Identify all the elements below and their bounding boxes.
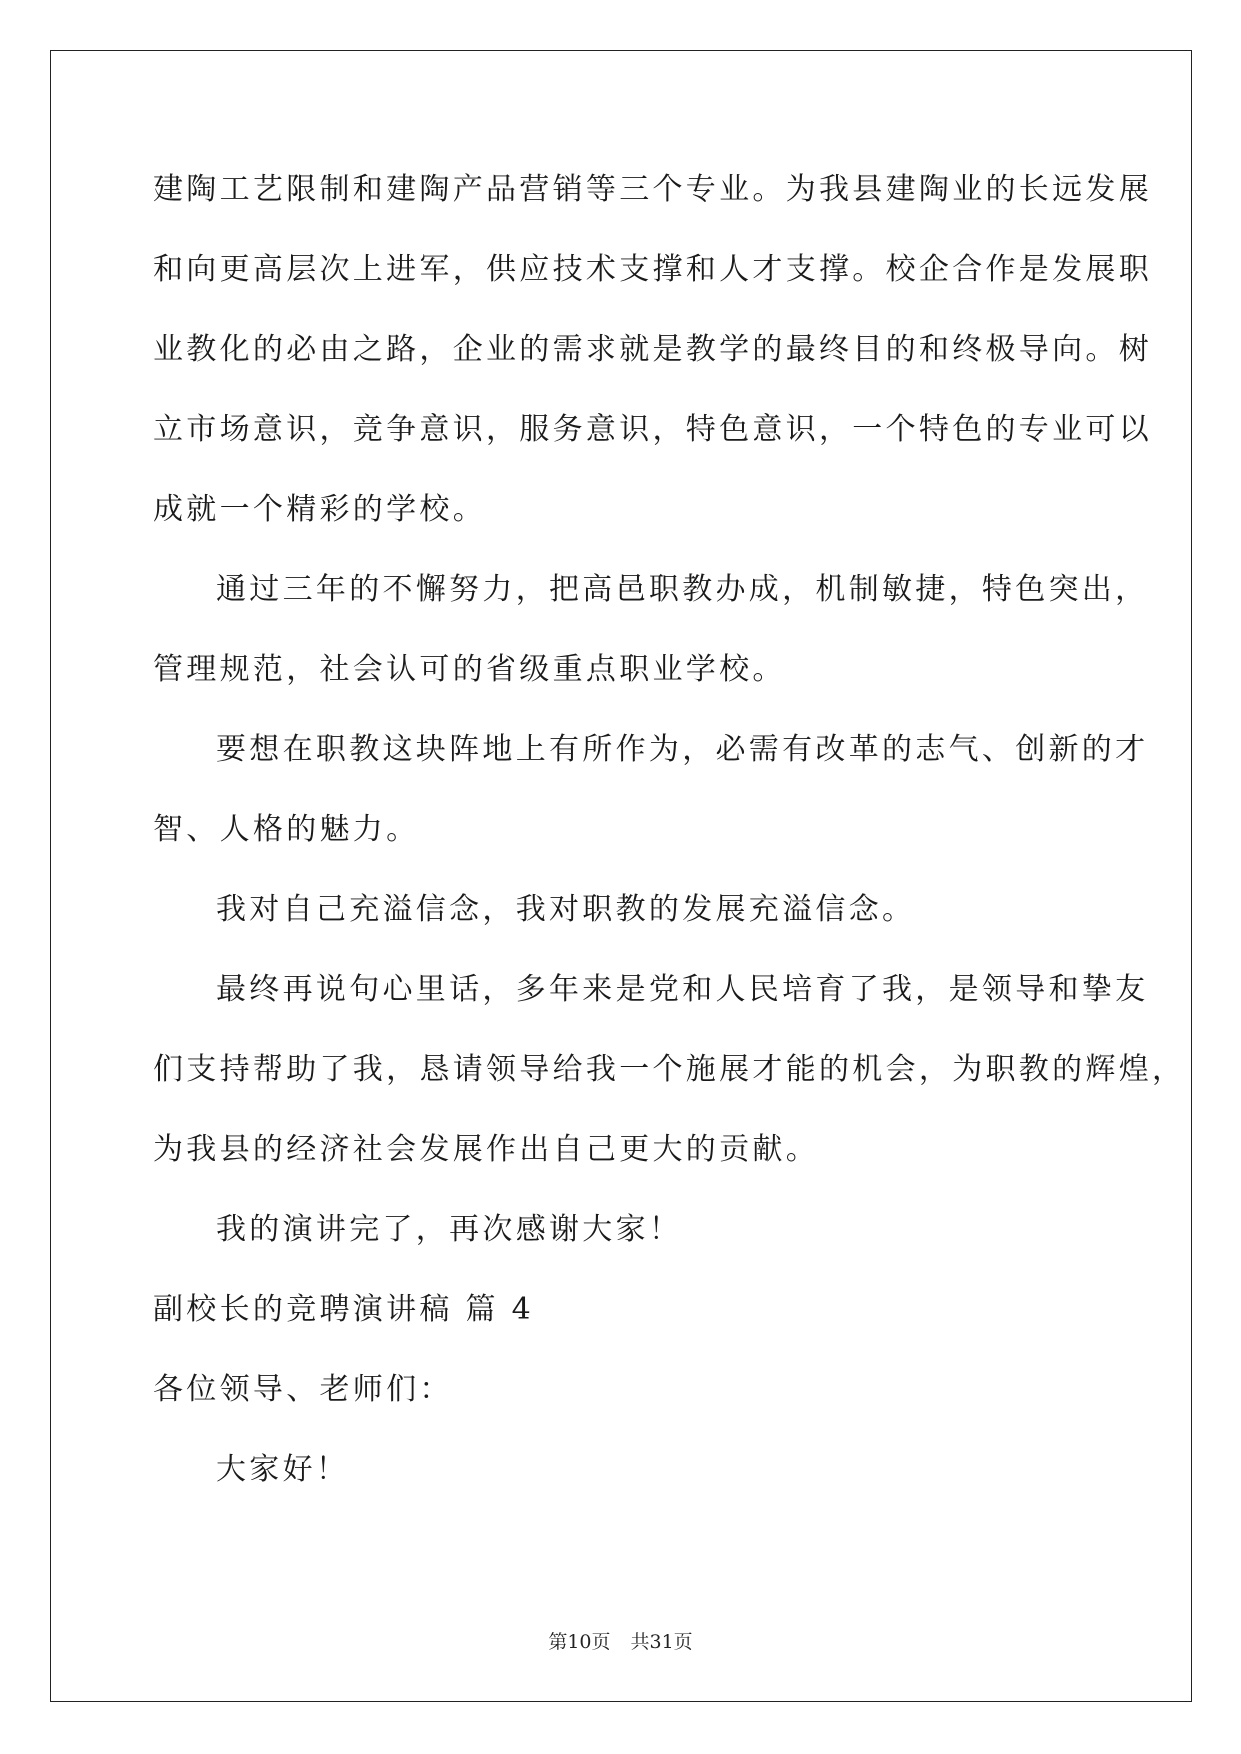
current-page-label: 第10页 [548,1631,611,1653]
text-line: 们支持帮助了我，恳请领导给我一个施展才能的机会，为职教的辉煌， [153,1052,1186,1087]
document-body [153,160,1186,1520]
text-line: 业教化的必由之路，企业的需求就是教学的最终目的和终极导向。树 [153,332,1152,367]
text-line: 为我县的经济社会发展作出自己更大的贡献。 [153,1132,819,1167]
greeting: 大家好！ [216,1452,350,1487]
text-line: 通过三年的不懈努力，把高邑职教办成，机制敏捷，特色突出， [216,572,1149,607]
page-footer [0,1627,1241,1654]
section-heading: 副校长的竞聘演讲稿 篇 4 [153,1292,535,1327]
text-line: 我的演讲完了，再次感谢大家！ [216,1212,683,1247]
text-line: 我对自己充溢信念，我对职教的发展充溢信念。 [216,892,916,927]
text-line: 成就一个精彩的学校。 [153,492,486,527]
text-line: 立市场意识，竞争意识，服务意识，特色意识，一个特色的专业可以 [153,412,1152,447]
text-line: 和向更高层次上进军，供应技术支撑和人才支撑。校企合作是发展职 [153,252,1152,287]
text-line: 智、人格的魅力。 [153,812,420,847]
total-pages-label: 共31页 [630,1631,693,1653]
text-line: 要想在职教这块阵地上有所作为，必需有改革的志气、创新的才 [216,732,1149,767]
salutation: 各位领导、老师们： [153,1372,453,1407]
text-line: 最终再说句心里话，多年来是党和人民培育了我，是领导和挚友 [216,972,1149,1007]
text-line: 管理规范，社会认可的省级重点职业学校。 [153,652,786,687]
text-line: 建陶工艺限制和建陶产品营销等三个专业。为我县建陶业的长远发展 [153,172,1152,207]
